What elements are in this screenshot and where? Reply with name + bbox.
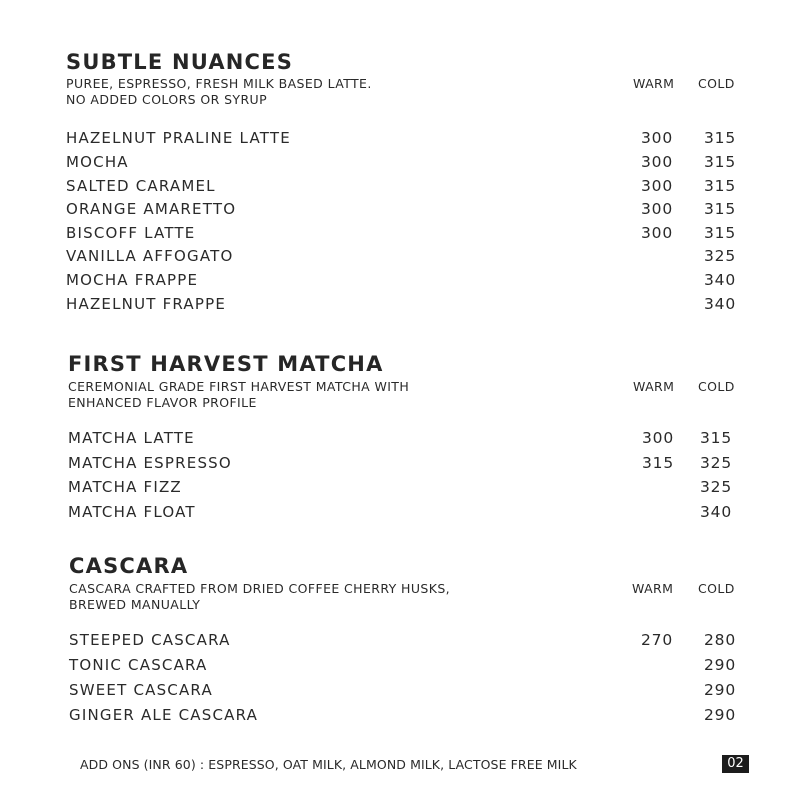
cold-price: 315 [700,429,732,447]
section-title: SUBTLE NUANCES [66,50,294,74]
menu-item-row [0,295,796,319]
warm-price: 315 [642,454,674,472]
cold-column-header: COLD [698,581,735,596]
cold-price: 340 [704,295,736,313]
section-description-line2: BREWED MANUALLY [69,597,201,612]
cold-price: 325 [700,454,732,472]
item-name: STEEPED CASCARA [69,631,231,649]
menu-item-row [0,631,796,655]
section-description-line1: PUREE, ESPRESSO, FRESH MILK BASED LATTE. [66,76,372,91]
warm-price: 270 [641,631,673,649]
cold-price: 340 [704,271,736,289]
warm-price: 300 [641,153,673,171]
warm-price: 300 [641,177,673,195]
item-name: TONIC CASCARA [69,656,208,674]
cold-price: 325 [704,247,736,265]
cold-column-header: COLD [698,379,735,394]
cold-price: 340 [700,503,732,521]
cold-price: 325 [700,478,732,496]
menu-item-row [0,706,796,730]
cold-price: 315 [704,177,736,195]
menu-item-row [0,224,796,248]
menu-item-row [0,153,796,177]
menu-item-row [0,200,796,224]
cold-price: 315 [704,224,736,242]
menu-item-row [0,656,796,680]
section-title: FIRST HARVEST MATCHA [68,352,384,376]
item-name: MOCHA FRAPPE [66,271,199,289]
item-name: MATCHA FLOAT [68,503,196,521]
item-name: MATCHA ESPRESSO [68,454,232,472]
addons-note: ADD ONS (INR 60) : ESPRESSO, OAT MILK, ALMOND MILK, LACTOSE FREE MILK [80,757,577,772]
cold-price: 290 [704,681,736,699]
warm-column-header: WARM [632,581,674,596]
item-name: MOCHA [66,153,129,171]
cold-price: 290 [704,706,736,724]
cold-price: 315 [704,153,736,171]
menu-item-row [0,177,796,201]
section-description-line1: CEREMONIAL GRADE FIRST HARVEST MATCHA WITH [68,379,410,394]
menu-item-row [0,503,796,527]
warm-column-header: WARM [633,379,675,394]
menu-item-row [0,129,796,153]
section-description-line2: ENHANCED FLAVOR PROFILE [68,395,257,410]
section-description-line2: NO ADDED COLORS OR SYRUP [66,92,268,107]
item-name: SALTED CARAMEL [66,177,216,195]
section-description-line1: CASCARA CRAFTED FROM DRIED COFFEE CHERRY HUSKS, [69,581,451,596]
menu-item-row [0,247,796,271]
warm-price: 300 [641,224,673,242]
menu-item-row [0,454,796,478]
item-name: HAZELNUT FRAPPE [66,295,227,313]
cold-price: 315 [704,200,736,218]
item-name: SWEET CASCARA [69,681,213,699]
cold-price: 290 [704,656,736,674]
menu-item-row [0,271,796,295]
item-name: BISCOFF LATTE [66,224,196,242]
cold-column-header: COLD [698,76,735,91]
menu-item-row [0,429,796,453]
warm-price: 300 [642,429,674,447]
item-name: GINGER ALE CASCARA [69,706,259,724]
section-title: CASCARA [69,554,189,578]
item-name: ORANGE AMARETTO [66,200,237,218]
item-name: MATCHA FIZZ [68,478,182,496]
warm-price: 300 [641,200,673,218]
warm-column-header: WARM [633,76,675,91]
cold-price: 315 [704,129,736,147]
item-name: VANILLA AFFOGATO [66,247,234,265]
item-name: HAZELNUT PRALINE LATTE [66,129,291,147]
cold-price: 280 [704,631,736,649]
menu-item-row [0,478,796,502]
item-name: MATCHA LATTE [68,429,195,447]
menu-item-row [0,681,796,705]
warm-price: 300 [641,129,673,147]
page-number-badge: 02 [722,755,749,773]
